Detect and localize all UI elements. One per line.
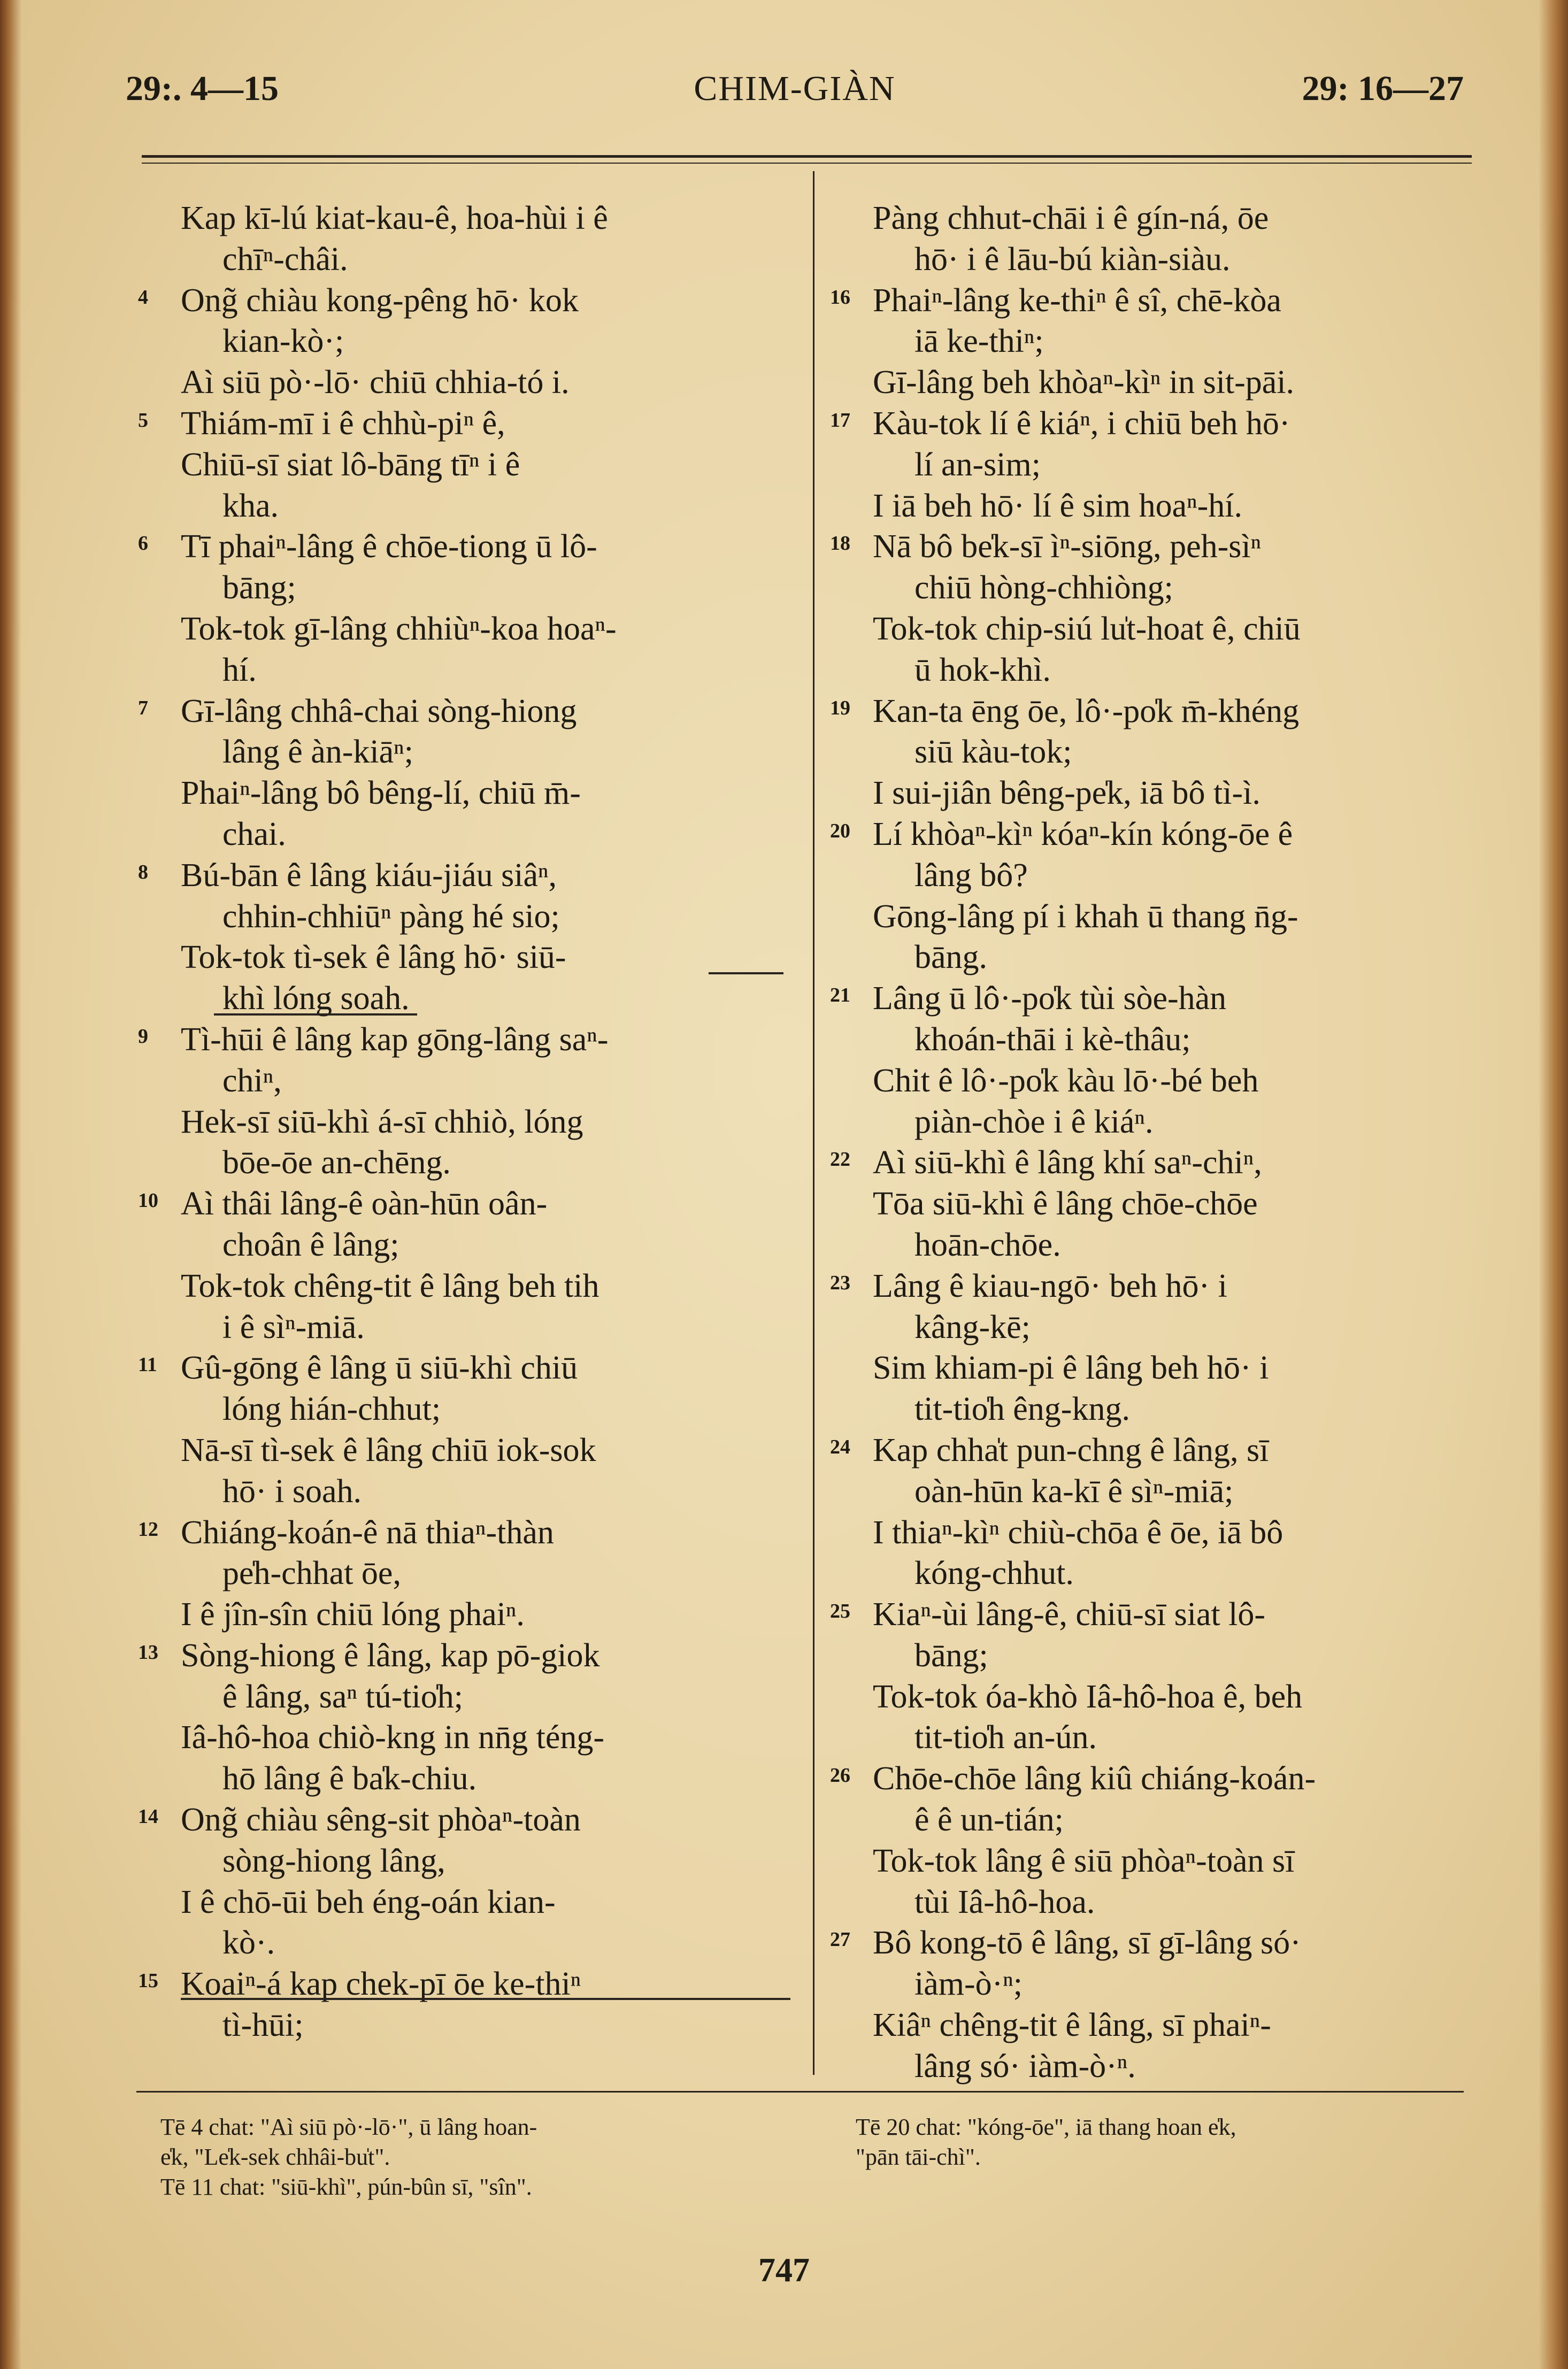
text-line [830,732,1474,773]
text-line [830,362,1474,403]
verse-text: Lâng ê kiau-ngō· beh hō· i [873,1267,1227,1304]
verse-text: Kàu-tok lí ê kiáⁿ, i chiū beh hō· [873,405,1290,442]
text-line [138,444,797,486]
text-line [138,239,797,280]
text-line [138,1635,797,1676]
text-line [830,1142,1474,1183]
verse-text: bōe-ōe an-chēng. [222,1144,451,1181]
text-line [138,1594,797,1635]
text-line [830,1717,1474,1758]
verse-text: Kiaⁿ-ùi lâng-ê, chiū-sī siat lô- [873,1596,1266,1633]
page-edge-left [0,0,21,2369]
verse-text: I ê jîn-sîn chiū lóng phaiⁿ. [181,1596,525,1633]
text-line [830,1019,1474,1060]
text-line [830,855,1474,896]
text-line [830,1635,1474,1676]
text-line [138,1102,797,1143]
text-line [830,486,1474,527]
verse-text: lâng bô? [914,857,1028,894]
text-line [138,691,797,732]
pen-underline-mark [214,1013,417,1016]
verse-text: hí. [222,651,257,688]
verse-text: lóng hián-chhut; [222,1391,441,1428]
verse-number: 26 [830,1764,850,1787]
verse-text: Thiám-mī i ê chhù-piⁿ ê, [181,405,505,442]
verse-text: Hek-sī siū-khì á-sī chhiò, lóng [181,1103,583,1140]
text-line [138,1553,797,1594]
verse-number: 24 [830,1435,850,1458]
verse-text: Ong̃ chiàu sêng-sit phòaⁿ-toàn [181,1802,581,1839]
text-line [830,1102,1474,1143]
text-line [138,567,797,609]
verse-text: hō lâng ê ba̍k-chiu. [222,1760,477,1797]
verse-number: 5 [138,409,148,432]
text-line [830,1799,1474,1841]
text-line [830,2005,1474,2046]
verse-text: hō· i soah. [222,1473,362,1510]
verse-number: 6 [138,532,148,555]
verse-text: Bú-bān ê lâng kiáu-jiáu siâⁿ, [181,857,557,894]
verse-text: Tī phaiⁿ-lâng ê chōe-tiong ū lô- [181,528,597,565]
verse-text: Lí khòaⁿ-kìⁿ kóaⁿ-kín kóng-ōe ê [873,816,1293,852]
verse-text: I iā beh hō· lí ê sim hoaⁿ-hí. [873,487,1243,524]
text-line [830,239,1474,280]
verse-text: Gī-lâng beh khòaⁿ-kìⁿ in sit-pāi. [873,364,1295,401]
header-rule-thin [142,163,1472,164]
verse-number: 20 [830,819,850,842]
text-line [138,814,797,855]
left-text-column [138,198,797,2046]
text-line [830,1471,1474,1512]
footnotes-right [856,2112,1476,2172]
text-line [138,855,797,896]
text-line [830,1512,1474,1553]
header-left-reference: 29:. 4—15 [126,69,279,108]
verse-number: 22 [830,1148,850,1171]
verse-number: 12 [138,1518,158,1541]
page-number: 747 [758,2251,810,2289]
verse-text: lí an-sim; [914,446,1041,483]
text-line [138,1758,797,1799]
text-line [138,1841,797,1882]
verse-text: I ê chō-ūi beh éng-oán kian- [181,1883,556,1920]
footnote-line: Tē 20 chat: "kóng-ōe", iā thang hoan e̍k, [856,2114,1236,2140]
text-line [830,321,1474,362]
column-divider [813,171,814,2075]
text-line [830,526,1474,567]
verse-text: Nā bô be̍k-sī ìⁿ-siōng, peh-sìⁿ [873,528,1262,565]
text-line [138,526,797,567]
verse-text: bāng. [914,939,988,976]
text-line [138,1430,797,1471]
footnotes-left [160,2112,791,2202]
text-line [138,1922,797,1964]
verse-number: 7 [138,696,148,719]
text-line [830,896,1474,937]
verse-number: 8 [138,860,148,883]
text-line [830,1183,1474,1225]
verse-number: 16 [830,286,850,309]
verse-text: pe̍h-chhat ōe, [222,1555,401,1592]
text-line [138,1512,797,1553]
text-line [830,1882,1474,1923]
verse-text: kóng-chhut. [914,1555,1074,1592]
verse-text: chīⁿ-châi. [222,241,348,278]
text-line [138,1307,797,1348]
text-line [830,567,1474,609]
text-line [138,1389,797,1430]
verse-text: ê ê un-tián; [914,1802,1064,1839]
text-line [830,1922,1474,1964]
text-line [830,1964,1474,2005]
verse-text: kha. [222,487,279,524]
verse-text: Phaiⁿ-lâng bô bêng-lí, chiū m̄- [181,775,581,812]
text-line [830,280,1474,321]
verse-text: oàn-hūn ka-kī ê sìⁿ-miā; [914,1473,1234,1510]
verse-text: bāng; [222,570,296,606]
footnote-line: Tē 4 chat: "Aì siū pò·-lō·", ū lâng hoan- [160,2114,537,2140]
verse-text: sòng-hiong lâng, [222,1842,445,1879]
verse-text: chiū hòng-chhiòng; [914,570,1173,606]
verse-text: hoān-chōe. [914,1226,1061,1263]
verse-text: Sim khiam-pi ê lâng beh hō· i [873,1350,1269,1387]
verse-text: Kiâⁿ chêng-tit ê lâng, sī phaiⁿ- [873,2007,1271,2044]
verse-text: Chōe-chōe lâng kiû chiáng-koán- [873,1760,1316,1797]
text-line [138,1471,797,1512]
verse-text: Phaiⁿ-lâng ke-thiⁿ ê sî, chē-kòa [873,282,1281,319]
text-line [830,1225,1474,1266]
verse-text: Kan-ta ēng ōe, lô·-po̍k m̄-khéng [873,693,1300,729]
text-line [138,1676,797,1718]
verse-number: 4 [138,286,148,309]
page-edge-right [1539,0,1568,2369]
verse-text: lâng ê àn-kiāⁿ; [222,734,413,771]
verse-text: Nā-sī tì-sek ê lâng chiū iok-sok [181,1432,596,1468]
header-book-title: CHIM-GIÀN [694,69,896,108]
text-line [138,1142,797,1183]
verse-text: Aì siū-khì ê lâng khí saⁿ-chiⁿ, [873,1144,1262,1181]
running-header [126,68,1464,117]
footnote-line: Tē 11 chat: "siū-khì", pún-bûn sī, "sîn". [160,2174,532,2200]
verse-text: tì-hūi; [222,2007,304,2044]
verse-text: hō· i ê lāu-bú kiàn-siàu. [914,241,1231,278]
verse-text: Tok-tok óa-khò Iâ-hô-hoa ê, beh [873,1678,1303,1715]
verse-text: Sòng-hiong ê lâng, kap pō-giok [181,1637,600,1674]
verse-text: tit-tio̍h an-ún. [914,1719,1097,1756]
verse-text: chai. [222,816,286,852]
verse-text: Pàng chhut-chāi i ê gín-ná, ōe [873,200,1269,236]
text-line [138,362,797,403]
pen-underline-mark [181,1998,790,2000]
text-line [138,1799,797,1841]
text-line [138,1266,797,1307]
verse-text: choân ê lâng; [222,1226,399,1263]
text-line [830,1594,1474,1635]
verse-number: 11 [138,1353,157,1376]
verse-text: Tok-tok tì-sek ê lâng hō· siū- [181,939,566,976]
text-line [138,609,797,650]
verse-text: Aì thâi lâng-ê oàn-hūn oân- [181,1186,548,1222]
verse-text: Lâng ū lô·-po̍k tùi sòe-hàn [873,980,1227,1017]
footnote-line: e̍k, "Le̍k-sek chhâi-bu̍t". [160,2144,390,2170]
text-line [138,773,797,814]
verse-text: iàm-ò·ⁿ; [914,1966,1023,2003]
verse-text: siū kàu-tok; [914,734,1072,771]
verse-text: Bô kong-tō ê lâng, sī gī-lâng só· [873,1925,1301,1962]
verse-number: 19 [830,696,850,719]
text-line [830,1430,1474,1471]
verse-text: Chit ê lô·-po̍k kàu lō·-bé beh [873,1062,1259,1099]
text-line [830,1348,1474,1389]
verse-text: khoán-thāi i kè-thâu; [914,1021,1191,1058]
text-line [830,1553,1474,1594]
text-line [830,937,1474,978]
text-line [138,1060,797,1102]
text-line [830,609,1474,650]
verse-text: Gī-lâng chhâ-chai sòng-hiong [181,693,577,729]
verse-text: ê lâng, saⁿ tú-tio̍h; [222,1678,463,1715]
header-right-reference: 29: 16—27 [1302,69,1464,108]
verse-text: khì lóng soah. [222,980,410,1017]
pen-underline-mark [709,972,783,974]
verse-text: tit-tio̍h êng-kng. [914,1391,1130,1428]
verse-number: 23 [830,1271,850,1294]
text-line [830,1389,1474,1430]
verse-text: Tok-tok lâng ê siū phòaⁿ-toàn sī [873,1842,1295,1879]
text-line [138,198,797,239]
verse-text: Chiū-sī siat lô-bāng tīⁿ i ê [181,446,520,483]
text-line [830,403,1474,444]
text-line [138,1225,797,1266]
verse-text: I sui-jiân bêng-pe̍k, iā bô tì-ì. [873,775,1260,812]
verse-number: 14 [138,1805,158,1828]
footnote-rule [136,2091,1464,2093]
verse-text: Tì-hūi ê lâng kap gōng-lâng saⁿ- [181,1021,609,1058]
verse-text: Gû-gōng ê lâng ū siū-khì chiū [181,1350,578,1387]
text-line [138,1019,797,1060]
text-line [138,937,797,978]
verse-text: iā ke-thiⁿ; [914,323,1044,360]
verse-number: 18 [830,532,850,555]
text-line [830,773,1474,814]
text-line [138,486,797,527]
verse-text: Tok-tok chêng-tit ê lâng beh tih [181,1267,599,1304]
text-line [138,321,797,362]
verse-text: Iâ-hô-hoa chiò-kng in nn̄g téng- [181,1719,604,1756]
verse-text: chiⁿ, [222,1062,282,1099]
verse-text: Kap chha̍t pun-chng ê lâng, sī [873,1432,1269,1468]
text-line [830,2046,1474,2087]
header-rule [142,155,1472,158]
verse-number: 21 [830,984,850,1007]
text-line [830,978,1474,1019]
verse-text: i ê sìⁿ-miā. [222,1309,365,1345]
text-line [830,1060,1474,1102]
text-line [830,444,1474,486]
verse-text: Tok-tok chip-siú lu̍t-hoat ê, chiū [873,610,1301,647]
verse-text: I thiaⁿ-kìⁿ chiù-chōa ê ōe, iā bô [873,1514,1283,1551]
text-line [138,1882,797,1923]
verse-text: Chiáng-koán-ê nā thiaⁿ-thàn [181,1514,554,1551]
text-line [830,1676,1474,1718]
verse-number: 15 [138,1970,158,1993]
verse-text: kian-kò·; [222,323,344,360]
right-text-column [830,198,1474,2087]
verse-number: 9 [138,1025,148,1048]
text-line [138,1348,797,1389]
verse-text: Gōng-lâng pí i khah ū thang n̄g- [873,898,1298,935]
verse-text: bāng; [914,1637,988,1674]
text-line [138,896,797,937]
verse-text: Tok-tok gī-lâng chhiùⁿ-koa hoaⁿ- [181,610,617,647]
verse-number: 17 [830,409,850,432]
verse-number: 13 [138,1641,158,1664]
text-line [138,650,797,691]
text-line [138,280,797,321]
verse-text: tùi Iâ-hô-hoa. [914,1883,1095,1920]
text-line [830,1307,1474,1348]
text-line [830,650,1474,691]
verse-text: chhin-chhiūⁿ pàng hé sio; [222,898,560,935]
verse-number: 25 [830,1600,850,1623]
verse-text: Ong̃ chiàu kong-pêng hō· kok [181,282,579,319]
text-line [138,403,797,444]
verse-number: 27 [830,1928,850,1951]
text-line [138,1183,797,1225]
text-line [138,2005,797,2046]
verse-text: Koaiⁿ-á kap chek-pī ōe ke-thiⁿ [181,1966,581,2003]
verse-number: 10 [138,1189,158,1212]
verse-text: kò·. [222,1925,275,1962]
footnote-line: "pān tāi-chì". [856,2144,981,2170]
text-line [830,814,1474,855]
text-line [138,1717,797,1758]
verse-text: piàn-chòe i ê kiáⁿ. [914,1103,1154,1140]
text-line [830,1266,1474,1307]
verse-text: kâng-kē; [914,1309,1031,1345]
text-line [830,1841,1474,1882]
text-line [830,1758,1474,1799]
verse-text: ū hok-khì. [914,651,1051,688]
text-line [830,691,1474,732]
verse-text: Kap kī-lú kiat-kau-ê, hoa-hùi i ê [181,200,608,236]
text-line [830,198,1474,239]
text-line [138,732,797,773]
verse-text: Aì siū pò·-lō· chiū chhia-tó i. [181,364,570,401]
verse-text: lâng só· iàm-ò·ⁿ. [914,2048,1136,2085]
verse-text: Tōa siū-khì ê lâng chōe-chōe [873,1186,1258,1222]
